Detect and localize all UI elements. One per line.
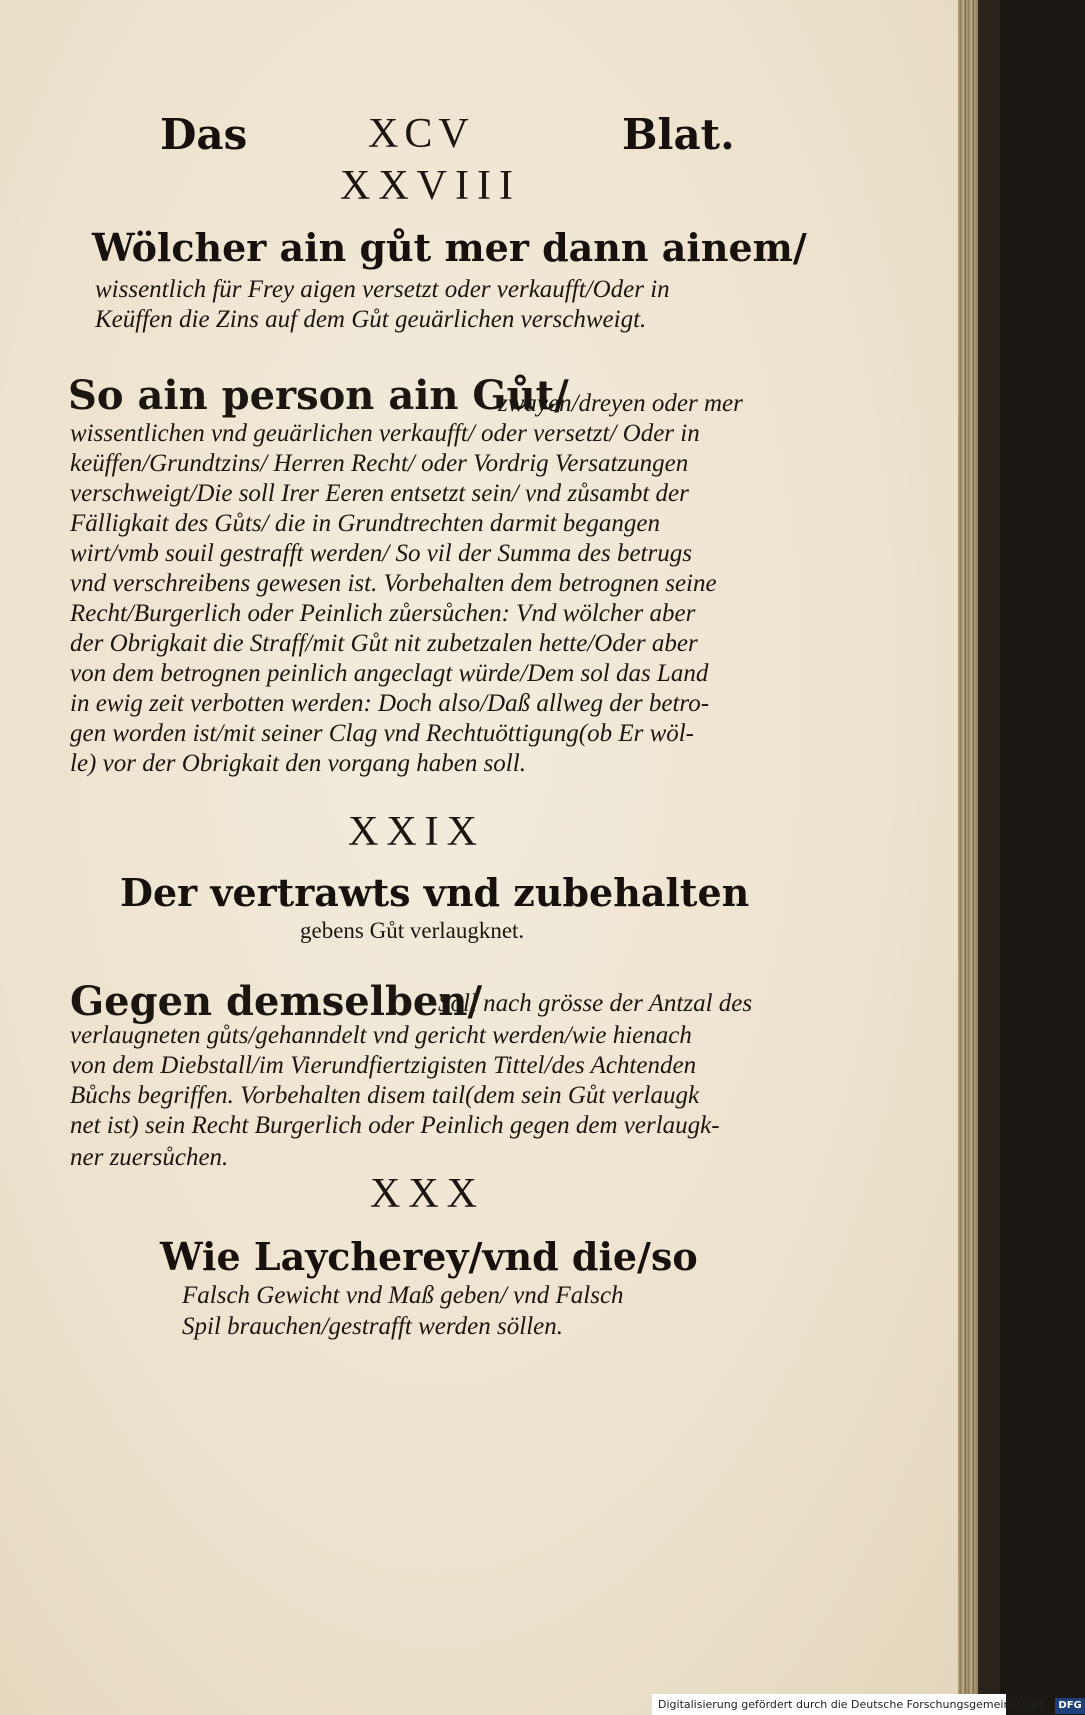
header-folio: XCV [368, 111, 475, 157]
body-line: von dem Diebstall/im Vierundfiertzigisten Tittel/des Achtenden [70, 1052, 697, 1079]
body-line: gen worden ist/mit seiner Clag vnd Rechtuöttigung(ob Er wöl- [70, 720, 695, 747]
digitization-credit [652, 1694, 1082, 1715]
body-line: Soll nach grösse der Antzal des [438, 990, 753, 1017]
body-line: verlaugneten gůts/gehanndelt vnd gericht werden/wie hienach [70, 1022, 692, 1049]
body-line: Fälligkait des Gůts/ die in Grundtrechten darmit begangen [70, 510, 660, 537]
subtitle-line: Spil brauchen/gestrafft werden söllen. [182, 1313, 563, 1340]
body-line: wissentlichen vnd geuärlichen verkaufft/ oder versetzt/ Oder in [70, 420, 700, 447]
body-line: net ist) sein Recht Burgerlich oder Peinlich gegen dem verlaugk- [70, 1112, 720, 1139]
subtitle-line: wissentlich für Frey aigen versetzt oder verkaufft/Oder in [95, 276, 670, 303]
section-number: XXIX [348, 809, 485, 855]
body-line: Bůchs begriffen. Vorbehalten disem tail(dem sein Gůt verlaugk [70, 1082, 700, 1109]
paragraph-lead: So ain person ain Gůt/ [68, 372, 569, 419]
body-line: vnd verschreibens gewesen ist. Vorbehalten dem betrognen seine [70, 570, 717, 597]
body-line: der Obrigkait die Straff/mit Gůt nit zubetzalen hette/Oder aber [70, 630, 698, 657]
body-line: zwayen/dreyen oder mer [498, 390, 743, 417]
scan-border [978, 0, 1000, 1715]
section-number: XXVIII [340, 163, 521, 209]
body-line: in ewig zeit verbotten werden: Doch also/Daß allweg der betro- [70, 690, 710, 717]
header-right: Blat. [622, 110, 735, 159]
subtitle-line: gebens Gůt verlaugknet. [300, 918, 525, 943]
subtitle-line: Falsch Gewicht vnd Maß geben/ vnd Falsch [182, 1282, 624, 1309]
body-line: Recht/Burgerlich oder Peinlich zůersůchen: Vnd wölcher aber [70, 600, 696, 627]
body-line: verschweigt/Die soll Irer Eeren entsetzt sein/ vnd zůsambt der [70, 480, 689, 507]
dfg-logo: DFG [1055, 1698, 1084, 1714]
body-line: wirt/vmb souil gestrafft werden/ So vil der Summa des betrugs [70, 540, 692, 567]
credit-text: Digitalisierung gefördert durch die Deutsche Forschungsgemeinschaft - [658, 1698, 1052, 1711]
section-title: Wölcher ain gůt mer dann ainem/ [92, 225, 807, 270]
section-number: XXX [370, 1171, 485, 1217]
header-left: Das [160, 110, 248, 159]
section-title: Wie Laycherey/vnd die/so [160, 1234, 698, 1279]
paragraph-lead: Gegen demselben/ [70, 978, 483, 1025]
section-title: Der vertrawts vnd zubehalten [120, 870, 750, 915]
body-line: keüffen/Grundtzins/ Herren Recht/ oder Vordrig Versatzungen [70, 450, 689, 477]
body-line: le) vor der Obrigkait den vorgang haben soll. [70, 750, 526, 777]
body-line: ner zuersůchen. [70, 1144, 229, 1171]
body-line: von dem betrognen peinlich angeclagt würde/Dem sol das Land [70, 660, 709, 687]
subtitle-line: Keüffen die Zins auf dem Gůt geuärlichen verschweigt. [95, 306, 647, 333]
